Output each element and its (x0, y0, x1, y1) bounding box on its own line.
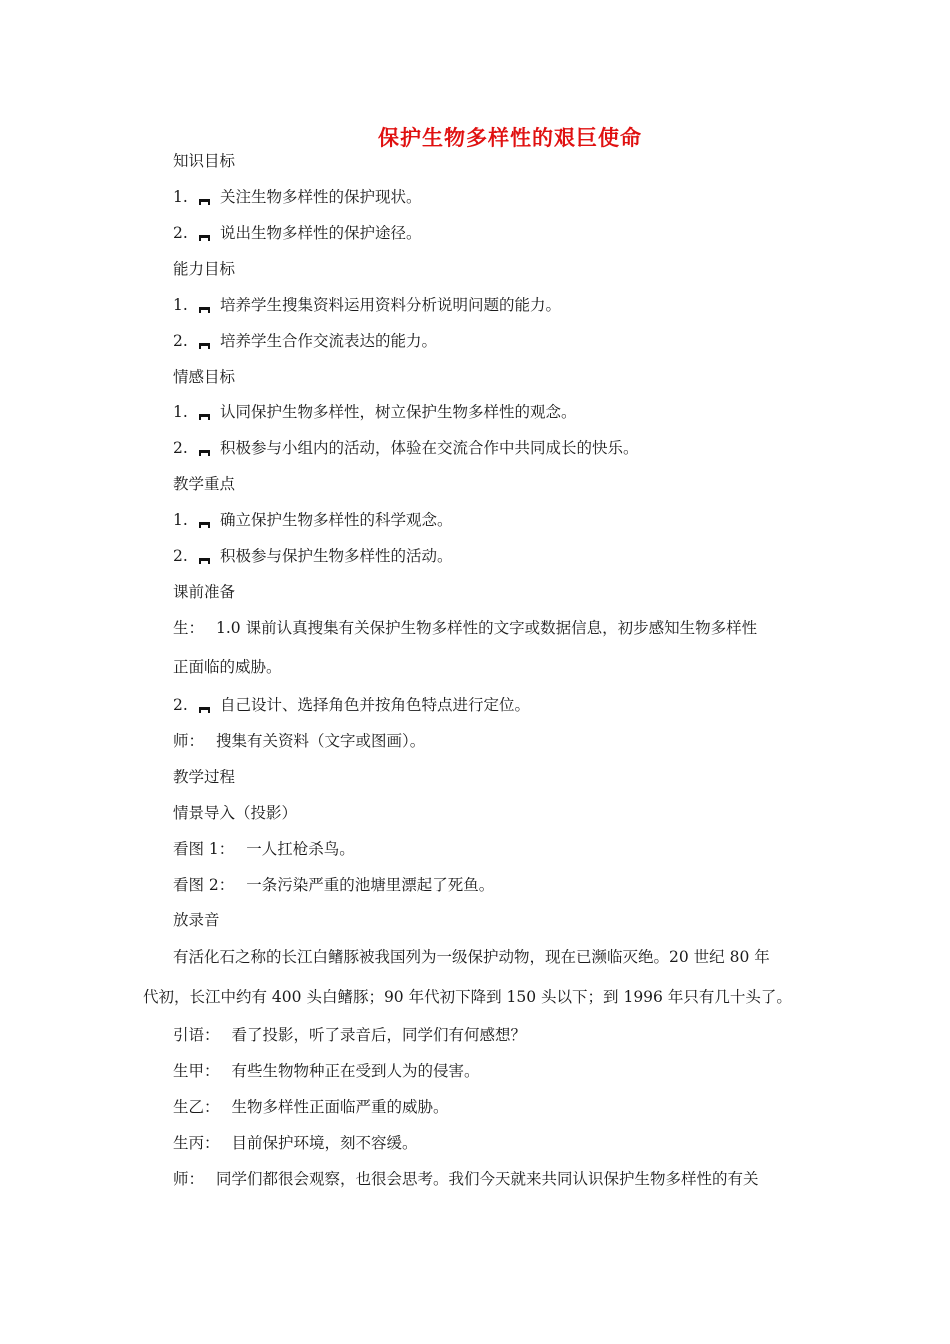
bullet-icon (199, 307, 210, 313)
heading-emotion: 情感目标 (173, 368, 236, 386)
prep-item-2 (173, 694, 530, 716)
list-number: 2. (173, 332, 188, 350)
paragraph-text: 同学们都很会观察，也很会思考。我们今天就来共同认识保护生物多样性的有关 (216, 1170, 759, 1188)
speaker-label: 看图 1： (173, 840, 235, 858)
paragraph-text: 目前保护环境，刻不容缓。 (231, 1134, 418, 1152)
speaker-label: 生甲： (173, 1062, 220, 1080)
paragraph-text: 生物多样性正面临严重的威胁。 (231, 1098, 449, 1116)
list-item-text: 培养学生搜集资料运用资料分析说明问题的能力。 (220, 296, 562, 314)
bullet-icon (199, 450, 210, 456)
list-item-text: 自己设计、选择角色并按角色特点进行定位。 (220, 696, 531, 714)
teacher-line (173, 1168, 759, 1190)
list-item-text: 说出生物多样性的保护途径。 (220, 224, 422, 242)
audio-paragraph-line-2: 代初，长江中约有 400 头白鳍豚；90 年代初下降到 150 头以下；到 1996 年只有几十头了。 (143, 988, 792, 1006)
focus-item-1 (173, 509, 453, 531)
heading-prep: 课前准备 (173, 583, 236, 601)
paragraph-text: 一条污染严重的池塘里漂起了死鱼。 (246, 876, 495, 894)
paragraph-text: 搜集有关资料（文字或图画）。 (216, 732, 426, 750)
list-number: 1. (173, 403, 188, 421)
paragraph-text: 有些生物物种正在受到人为的侵害。 (231, 1062, 480, 1080)
speaker-label: 师： (173, 1170, 205, 1188)
bullet-icon (199, 235, 210, 241)
list-number: 2. (173, 547, 188, 565)
list-item-text: 培养学生合作交流表达的能力。 (220, 332, 438, 350)
bullet-icon (199, 414, 210, 420)
audio-paragraph-line-1: 有活化石之称的长江白鳍豚被我国列为一级保护动物，现在已濒临灭绝。20 世纪 80 年 (173, 948, 770, 966)
list-item-text: 关注生物多样性的保护现状。 (220, 188, 422, 206)
list-item-text: 确立保护生物多样性的科学观念。 (220, 511, 453, 529)
student-c-line (173, 1132, 418, 1154)
speaker-label: 生丙： (173, 1134, 220, 1152)
list-number: 2. (173, 439, 188, 457)
prep-teacher-line (173, 730, 425, 752)
bullet-icon (199, 199, 210, 205)
knowledge-item-2 (173, 222, 422, 244)
bullet-icon (199, 522, 210, 528)
emotion-item-1 (173, 401, 577, 423)
focus-item-2 (173, 545, 453, 567)
heading-ability: 能力目标 (173, 260, 236, 278)
student-b-line (173, 1096, 449, 1118)
page-title: 保护生物多样性的艰巨使命 (378, 126, 642, 150)
bullet-icon (199, 558, 210, 564)
paragraph-text: 1.0 课前认真搜集有关保护生物多样性的文字或数据信息，初步感知生物多样性 (216, 619, 758, 637)
prep-student-line-cont: 正面临的威胁。 (173, 658, 282, 676)
ability-item-1 (173, 294, 561, 316)
list-item-text: 积极参与保护生物多样性的活动。 (220, 547, 453, 565)
ability-item-2 (173, 330, 437, 352)
heading-focus: 教学重点 (173, 475, 236, 493)
paragraph-text: 一人扛枪杀鸟。 (246, 840, 355, 858)
list-number: 1. (173, 511, 188, 529)
student-a-line (173, 1060, 480, 1082)
scene-intro: 情景导入（投影） (173, 804, 298, 822)
speaker-label: 看图 2： (173, 876, 235, 894)
list-number: 2. (173, 696, 188, 714)
speaker-label: 生： (173, 619, 205, 637)
list-item-text: 积极参与小组内的活动，体验在交流合作中共同成长的快乐。 (220, 439, 639, 457)
prep-student-line (173, 617, 757, 639)
list-item-text: 认同保护生物多样性，树立保护生物多样性的观念。 (220, 403, 577, 421)
speaker-label: 师： (173, 732, 205, 750)
audio-heading: 放录音 (173, 911, 220, 929)
paragraph-text: 看了投影，听了录音后，同学们有何感想？ (231, 1026, 527, 1044)
heading-process: 教学过程 (173, 768, 236, 786)
list-number: 1. (173, 188, 188, 206)
lead-question (173, 1024, 526, 1046)
list-number: 2. (173, 224, 188, 242)
image-2-line (173, 874, 494, 896)
knowledge-item-1 (173, 186, 422, 208)
emotion-item-2 (173, 437, 639, 459)
bullet-icon (199, 707, 210, 713)
bullet-icon (199, 343, 210, 349)
heading-knowledge: 知识目标 (173, 152, 236, 170)
image-1-line (173, 838, 355, 860)
speaker-label: 引语： (173, 1026, 220, 1044)
list-number: 1. (173, 296, 188, 314)
speaker-label: 生乙： (173, 1098, 220, 1116)
